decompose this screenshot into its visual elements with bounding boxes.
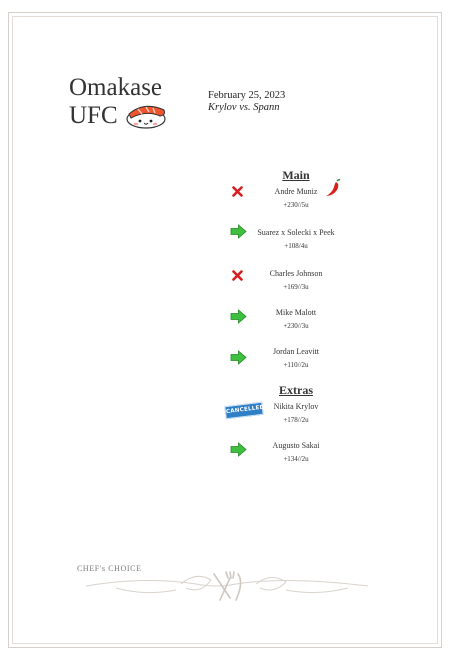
pick-odds: +230//3u	[283, 322, 309, 330]
pick-name: Andre Muniz	[274, 187, 318, 196]
footer-label: CHEF's CHOICE	[77, 564, 142, 573]
event-fight: Krylov vs. Spann	[208, 102, 280, 113]
list-item	[236, 308, 356, 331]
brand-title	[69, 74, 168, 130]
pick-name: Charles Johnson	[269, 269, 323, 278]
pick-odds: +134//2u	[283, 455, 309, 463]
list-item	[236, 228, 356, 251]
event-date: February 25, 2023	[208, 90, 286, 101]
chili-pepper-icon	[324, 178, 342, 198]
pick-name: Suarez x Solecki x Peek	[257, 228, 335, 237]
brand-title-line1: Omakase	[69, 74, 163, 101]
list-item	[236, 402, 356, 425]
cutlery-ornament-icon	[86, 566, 368, 606]
pick-odds: +178//2u	[283, 416, 309, 424]
pick-name: Nikita Krylov	[273, 402, 319, 411]
section-title-extras: Extras	[279, 383, 313, 397]
sushi-icon	[126, 101, 168, 129]
pick-name: Augusto Sakai	[272, 441, 320, 450]
pick-odds: +108/4u	[284, 242, 308, 250]
cancelled-badge: CANCELLED	[224, 402, 263, 420]
event-info	[208, 90, 285, 114]
list-item	[236, 347, 356, 370]
pick-odds: +169//3u	[283, 283, 309, 291]
list-item	[236, 269, 356, 292]
pick-odds: +110//2u	[283, 361, 309, 369]
brand-title-line2: UFC	[69, 102, 118, 129]
pick-name: Mike Malott	[275, 308, 317, 317]
pick-odds: +230//5u	[283, 201, 309, 209]
brand-title-line2-row	[69, 102, 168, 130]
list-item	[236, 441, 356, 464]
pick-name: Jordan Leavitt	[273, 347, 319, 356]
section-title-main: Main	[282, 168, 310, 182]
